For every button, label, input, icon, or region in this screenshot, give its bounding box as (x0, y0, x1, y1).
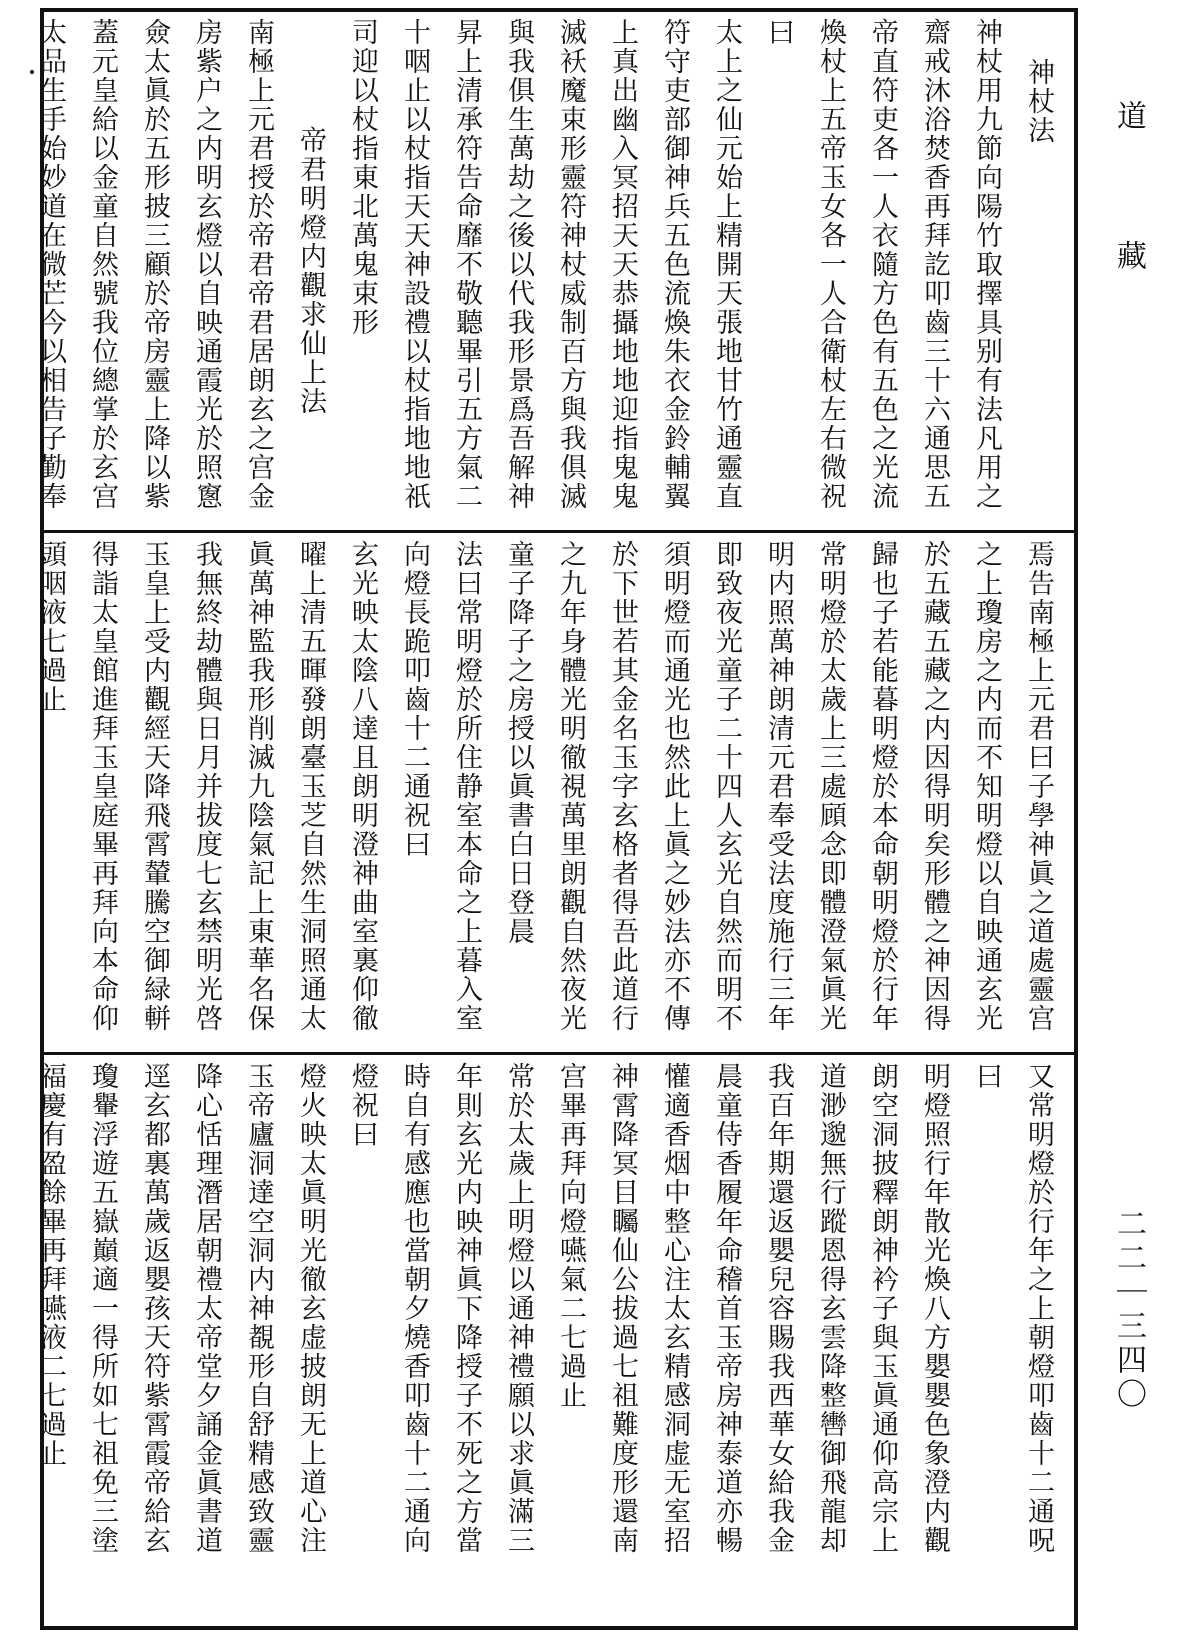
text-column: 降心恬理潛居朝禮太帝堂夕誦金眞書道 (191, 1062, 222, 1555)
text-column: 玄光映太陰八達且朗明澄神曲室裏仰徹 (347, 540, 378, 1033)
text-column: 宫畢再拜向燈嚥氣二七過止 (555, 1062, 586, 1410)
text-column: 於五藏五藏之内因得明矣形體之神因得 (919, 540, 950, 1033)
text-column: 常於太歲上明燈以通神禮願以求眞滿三 (503, 1062, 534, 1555)
text-column: 神霄降冥目矚仙公拔過七祖難度形還南 (607, 1062, 638, 1555)
text-column: 玉皇上受内觀經天降飛霄輦騰空御緑軿 (139, 540, 170, 1033)
text-column: 於下世若其金名玉字玄格者得吾此道行 (607, 540, 638, 1033)
text-column: 與我俱生萬劫之後以代我形景爲吾解神 (503, 18, 534, 511)
text-column: 明内照萬神朗清元君奉受法度施行三年 (763, 540, 794, 1033)
text-column: 眞萬神監我形削滅九陰氣記上東華名保 (243, 540, 274, 1033)
text-column: 時自有感應也當朝夕燒香叩齒十二通向 (399, 1062, 430, 1555)
band-divider-1 (44, 530, 1074, 533)
text-column: 曰 (971, 1062, 1002, 1091)
text-column: 即致夜光童子二十四人玄光自然而明不 (711, 540, 742, 1033)
text-column: 又常明燈於行年之上朝燈叩齒十二通呪 (1023, 1062, 1054, 1555)
text-column: 符守吏部御神兵五色流煥朱衣金鈴輔翼 (659, 18, 690, 511)
text-column: 曰 (763, 18, 794, 47)
text-column: 十咽止以杖指天天神設禮以杖指地地祇 (399, 18, 430, 511)
text-column: 法曰常明燈於所住静室本命之上暮入室 (451, 540, 482, 1033)
text-column: 之上瓊房之内而不知明燈以自映通玄光 (971, 540, 1002, 1033)
text-column: 年則玄光内映神眞下降授子不死之方當 (451, 1062, 482, 1555)
text-column: 燈祝曰 (347, 1062, 378, 1149)
text-band-top (35, 18, 1070, 528)
text-column: 煥杖上五帝玉女各一人合衛杖左右微祝 (815, 18, 846, 511)
text-column: 朗空洞披釋朗神衿子與玉眞通仰高宗上 (867, 1062, 898, 1555)
text-column: 曜上清五暉發朗臺玉芝自然生洞照通太 (295, 540, 326, 1033)
text-column: 得詣太皇館進拜玉皇庭畢再拜向本命仰 (87, 540, 118, 1033)
text-column: 神杖用九節向陽竹取擇具别有法凡用之 (971, 18, 1002, 511)
text-band-middle (35, 540, 1070, 1050)
text-column: 頭咽液七過止 (35, 540, 66, 714)
text-band-bottom (35, 1062, 1070, 1617)
text-column: 我無終劫體與日月并拔度七玄禁明光啓 (191, 540, 222, 1033)
text-column: 焉告南極上元君曰子學神眞之道處靈宫 (1023, 540, 1054, 1033)
text-column: 玉帝廬洞達空洞内神覩形自舒精感致靈 (243, 1062, 274, 1555)
text-column: 上真出幽入冥招天天恭攝地地迎指鬼鬼 (607, 18, 638, 511)
text-column: 房紫户之内明玄燈以自映通霞光於照窻 (191, 18, 222, 511)
text-column: 晨童侍香履年命稽首玉帝房神泰道亦暢 (711, 1062, 742, 1555)
text-column: 太上之仙元始上精開天張地甘竹通靈直 (711, 18, 742, 511)
text-column: 太品生手始妙道在微芒今以相告子勤奉 (35, 18, 66, 511)
text-column: 須明燈而通光也然此上眞之妙法亦不傳 (659, 540, 690, 1033)
text-column: 之九年身體光明徹視萬里朗觀自然夜光 (555, 540, 586, 1033)
collection-title: 道藏 (1111, 100, 1146, 380)
text-column: 滅袄魔束形靈符神杖威制百方與我俱滅 (555, 18, 586, 511)
text-column: 歸也子若能暮明燈於本命朝明燈於行年 (867, 540, 898, 1033)
text-column: 常明燈於太歲上三處頋念即體澄氣眞光 (815, 540, 846, 1033)
page-frame (35, 8, 1078, 1630)
text-column: 神杖法 (1023, 58, 1054, 145)
text-column: 燈火映太眞明光徹玄虚披朗无上道心注 (295, 1062, 326, 1555)
text-column: 帝君明燈内觀求仙上法 (295, 126, 326, 416)
band-divider-2 (44, 1052, 1074, 1055)
page-number: 二二｜三四〇 (1111, 1208, 1146, 1412)
text-column: 司迎以杖指東北萬鬼束形 (347, 18, 378, 337)
text-column: 南極上元君授於帝君帝君居朗玄之宫金 (243, 18, 274, 511)
text-column: 道渺邈無行蹤恩得玄雲降整轡御飛龍却 (815, 1062, 846, 1555)
text-column: 蓋元皇給以金童自然號我位總掌於玄宫 (87, 18, 118, 511)
text-column: 昇上清承符告命靡不敬聽畢引五方氣二 (451, 18, 482, 511)
text-column: 僉太眞於五形披三顧於帝房靈上降以紫 (139, 18, 170, 511)
text-column: 明燈照行年散光煥八方嬰嬰色象澄内觀 (919, 1062, 950, 1555)
text-column: 逕玄都裏萬歲返嬰孩天符紫霄霞帝給玄 (139, 1062, 170, 1555)
text-column: 向燈長跪叩齒十二通祝曰 (399, 540, 430, 859)
text-column: 童子降子之房授以眞書白日登晨 (503, 540, 534, 946)
text-column: 我百年期還返嬰兒容賜我西華女給我金 (763, 1062, 794, 1555)
text-column: 懽適香烟中整心注太玄精感洞虚无室招 (659, 1062, 690, 1555)
text-column: 瓊轝浮遊五嶽巔適一得所如七祖免三塗 (87, 1062, 118, 1555)
text-column: 福慶有盈餘畢再拜嚥液二七過止 (35, 1062, 66, 1468)
text-column: 帝直符吏各一人衣隨方色有五色之光流 (867, 18, 898, 511)
text-column: 齋戒沐浴焚香再拜訖叩齒三十六通思五 (919, 18, 950, 511)
